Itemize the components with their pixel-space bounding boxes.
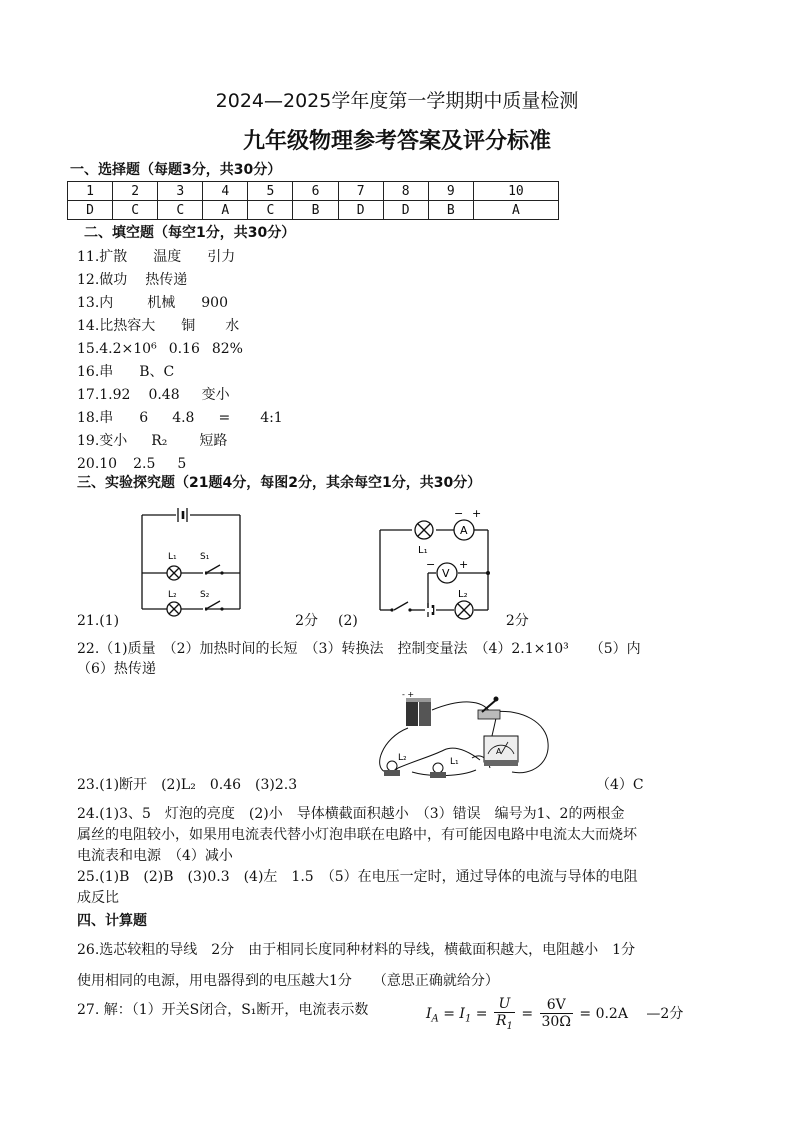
table-cell: 7 [338,182,383,201]
table-cell: A [203,201,248,220]
answer-part: 5 [177,456,187,472]
item-number: 15. [77,341,100,357]
label-s1: S₁ [200,552,210,562]
answer-part: 温度 [153,249,182,265]
table-cell: 9 [428,182,473,201]
section2-heading: 二、填空题（每空1分，共30分） [84,225,296,241]
table-cell: D [338,201,383,220]
table-cell: 1 [68,182,113,201]
answer-part: 10 [99,456,118,472]
formula-fraction-values [540,997,573,1030]
ammeter-minus: − [454,507,464,520]
label-l1: L₁ [418,545,428,556]
answer-table [67,181,559,220]
section1-heading: 一、选择题（每题3分，共30分） [70,162,282,178]
answer-part: 水 [225,318,240,334]
table-row-answers [68,201,559,220]
table-cell: C [248,201,293,220]
item-number: 14. [77,318,100,334]
formula-i: I [426,1005,432,1022]
answer-part: = [218,410,231,426]
table-cell: 3 [158,182,203,201]
item-number: 16. [77,364,100,380]
fraction-numerator: 6V [540,997,573,1014]
q24-line-2: 属丝的电阻较小，如果用电流表代替小灯泡串联在电路中，有可能因电路中电流太大而烧坏 [77,827,637,843]
answer-part: 短路 [199,433,228,449]
answer-part: B、C [139,364,175,380]
voltmeter-plus: + [459,558,469,571]
fraction-numerator: U [494,996,515,1013]
circuit-photo-sketch [372,688,562,780]
label-l1: L₁ [450,757,459,767]
q26-line-2: 使用相同的电源，用电器得到的电压越大1分 （意思正确就给分） [77,973,499,989]
formula-sub: 1 [464,1013,472,1025]
table-cell: A [473,201,558,220]
fraction-denominator: 30Ω [541,1014,571,1031]
answer-line-17 [77,386,230,404]
answer-part: 0.16 [168,341,200,357]
table-row-numbers [68,182,559,201]
item-number: 20. [77,456,100,472]
formula-result: = 0.2A [579,1005,628,1022]
formula-eq: = [521,1005,534,1022]
svg-text:- +: - + [402,690,415,699]
answer-part: 机械 [147,295,176,311]
answer-part: 4:1 [260,410,283,426]
formula-eq: = [475,1005,488,1022]
q21-label: 21.(1) [77,613,120,629]
q22-line-1: 22.（1)质量 （2）加热时间的长短 （3）转换法 控制变量法 （4）2.1×10³ （5）内 [77,641,641,657]
formula-sub: 1 [506,1020,513,1032]
formula-fraction-ur [494,996,515,1032]
section4-heading: 四、计算题 [77,913,147,929]
q24-line-3: 电流表和电源 （4）减小 [77,848,233,864]
document-subtitle: 九年级物理参考答案及评分标准 [242,129,551,154]
answer-part: 热传递 [145,272,188,288]
item-number: 12. [77,272,100,288]
table-cell: B [293,201,338,220]
table-cell: 2 [113,182,158,201]
label-l1: L₁ [168,552,177,562]
q23-line [77,776,297,794]
answer-line-16 [77,363,174,381]
answer-part: 0.48 [148,387,180,403]
table-cell: D [68,201,113,220]
formula-eq: = I [443,1005,465,1022]
answer-line-20 [77,455,186,473]
table-cell: 6 [293,182,338,201]
circuit-diagram-2 [370,505,500,623]
answer-part: 4.8 [172,410,195,426]
table-cell: 5 [248,182,293,201]
formula-score: —2分 [646,1005,684,1022]
label-s2: S₂ [200,590,210,600]
answer-line-15 [77,340,243,358]
table-cell: 8 [383,182,428,201]
q26-line-1: 26.选芯较粗的导线 2分 由于相同长度同种材料的导线，横截面积越大，电阻越小 1分 [77,942,636,958]
answer-line-19 [77,432,227,450]
answer-line-18 [77,409,283,427]
section3-heading: 三、实验探究题（21题4分，每图2分，其余每空1分，共30分） [77,475,482,491]
answer-part: 变小 [201,387,230,403]
table-cell: C [158,201,203,220]
answer-part: 扩散 [99,249,128,265]
answer-part: 1.92 [99,387,131,403]
answer-line-13 [77,294,228,312]
answer-part: 4.2×10⁶ [99,341,157,357]
answer-part: R₂ [151,433,168,449]
answer-part: 做功 [99,272,128,288]
answer-part: 串 [99,410,114,426]
q23-text: 23.(1)断开 (2)L₂ 0.46 (3)2.3 [77,777,298,793]
document-title: 2024—2025学年度第一学期期中质量检测 [215,90,579,112]
item-number: 13. [77,295,100,311]
q27-line: 27. 解：（1）开关S闭合，S₁断开，电流表示数 [77,1002,369,1018]
q27-formula [426,996,683,1032]
answer-part: 2.5 [133,456,156,472]
item-number: 19. [77,433,100,449]
q21-score: 2分 [295,613,319,629]
label-l2: L₂ [398,753,407,763]
q25-line-1: 25.(1)B (2)B (3)0.3 (4)左 1.5 （5）在电压一定时，通过导体的电流与导体的电阻 [77,869,638,885]
answer-part: 串 [99,364,114,380]
answer-part: 铜 [181,318,196,334]
answer-line-12 [77,271,187,289]
label-l2: L₂ [168,590,177,600]
table-cell: C [113,201,158,220]
formula-sub: A [431,1013,439,1025]
formula-r: R [495,1013,507,1029]
ammeter-label: A [496,747,502,756]
answer-line-14 [77,317,239,335]
q21-label-2: (2) [338,613,358,629]
item-number: 11. [77,249,100,265]
table-cell: D [383,201,428,220]
label-l2: L₂ [458,589,468,600]
answer-part: 900 [201,295,228,311]
table-cell: B [428,201,473,220]
voltmeter-minus: − [426,558,436,571]
q21-score-2: 2分 [505,613,529,629]
table-cell: 10 [473,182,558,201]
q25-line-2: 成反比 [77,890,119,906]
q23-tail: （4）C [596,777,644,793]
q24-line-1: 24.(1)3、5 灯泡的亮度 (2)小 导体横截面积越小 （3）错误 编号为1、2的两根金 [77,806,625,822]
voltmeter-label: V [442,567,450,580]
q21-line [77,612,529,630]
ammeter-plus: + [472,507,482,520]
answer-part: 比热容大 [99,318,156,334]
fraction-denominator [494,1013,515,1032]
ammeter-label: A [460,524,468,537]
item-number: 17. [77,387,100,403]
answer-part: 内 [99,295,114,311]
table-cell: 4 [203,182,248,201]
circuit-diagram-1 [130,505,250,617]
q22-line-2: （6）热传递 [77,661,156,677]
answer-line-11 [77,248,235,266]
answer-part: 引力 [207,249,236,265]
answer-part: 82% [211,341,243,357]
answer-part: 变小 [99,433,128,449]
item-number: 18. [77,410,100,426]
answer-part: 6 [139,410,149,426]
